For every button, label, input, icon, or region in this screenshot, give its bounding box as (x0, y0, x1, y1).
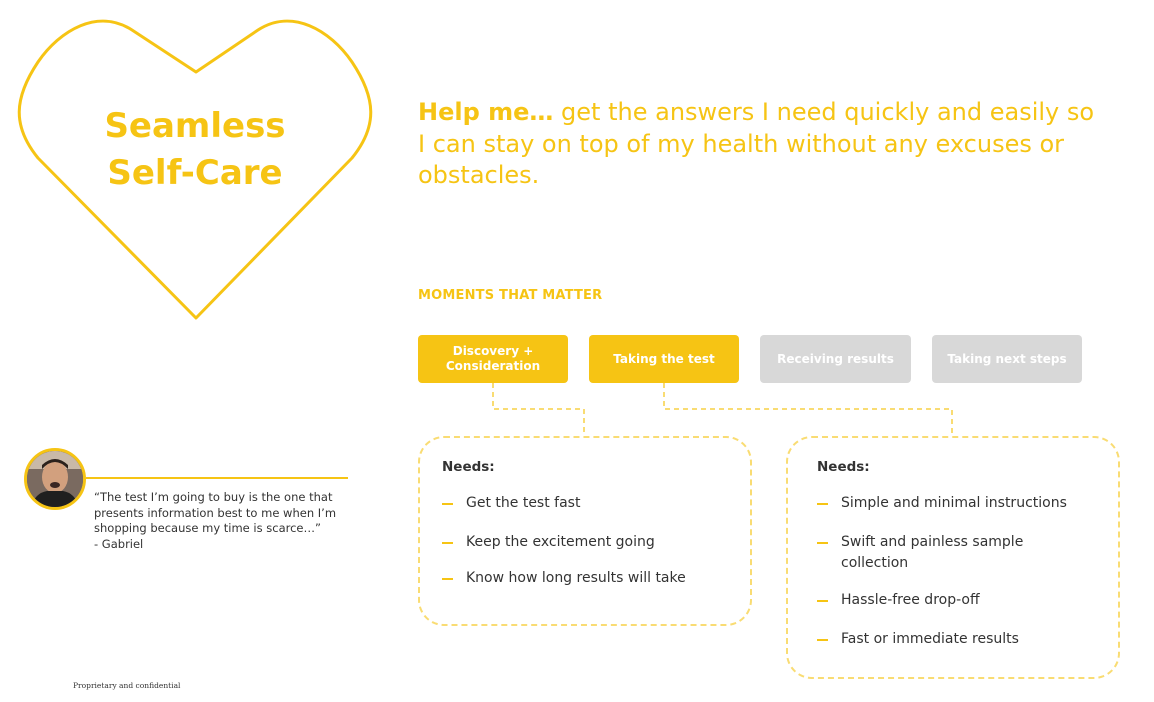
avatar (24, 448, 86, 510)
list-item: Know how long results will take (442, 568, 742, 590)
needs-list-1 (442, 493, 742, 590)
moment-discovery-line1: Discovery + (452, 344, 534, 358)
moment-next-steps[interactable] (932, 335, 1082, 383)
quote-text: “The test I’m going to buy is the one that presents information best to me when I’m shopping because my time is scarce…” (94, 490, 337, 536)
needs-card-1-title: Needs: (442, 459, 495, 475)
tagline-text: get the answers I need quickly and easily so I can stay on top of my health without any excuses or obstacles. (418, 98, 1095, 190)
tagline-lead: Help me… (418, 98, 554, 126)
moment-discovery-line2: Consideration (445, 359, 541, 373)
moment-discovery[interactable] (418, 335, 568, 383)
list-item: Hassle-free drop-off (817, 590, 1087, 612)
moment-taking-test-label: Taking the test (613, 351, 715, 366)
needs-card-2-title: Needs: (817, 459, 870, 475)
moments-title: MOMENTS THAT MATTER (418, 288, 603, 303)
list-item: Keep the excitement going (442, 532, 742, 554)
moment-taking-test[interactable] (589, 335, 739, 383)
quote-divider (86, 477, 348, 479)
list-item: Simple and minimal instructions (817, 493, 1087, 515)
needs-card-2 (786, 436, 1120, 679)
needs-card-1 (418, 436, 752, 626)
list-item: Swift and painless sample collection (817, 532, 1061, 575)
footer-note: Proprietary and confidential (73, 681, 181, 690)
tagline (418, 97, 1108, 192)
list-item: Fast or immediate results (817, 629, 1087, 651)
quote (94, 490, 344, 552)
moment-receiving-results-label: Receiving results (777, 351, 894, 366)
list-item: Get the test fast (442, 493, 742, 515)
person-photo-icon (27, 451, 83, 507)
heart-title-line2: Self-Care (107, 153, 283, 193)
moment-receiving-results[interactable] (760, 335, 911, 383)
quote-author: - Gabriel (94, 536, 144, 551)
needs-list-2 (817, 493, 1087, 650)
heart-title-line1: Seamless (104, 106, 286, 146)
moment-next-steps-label: Taking next steps (947, 351, 1067, 366)
